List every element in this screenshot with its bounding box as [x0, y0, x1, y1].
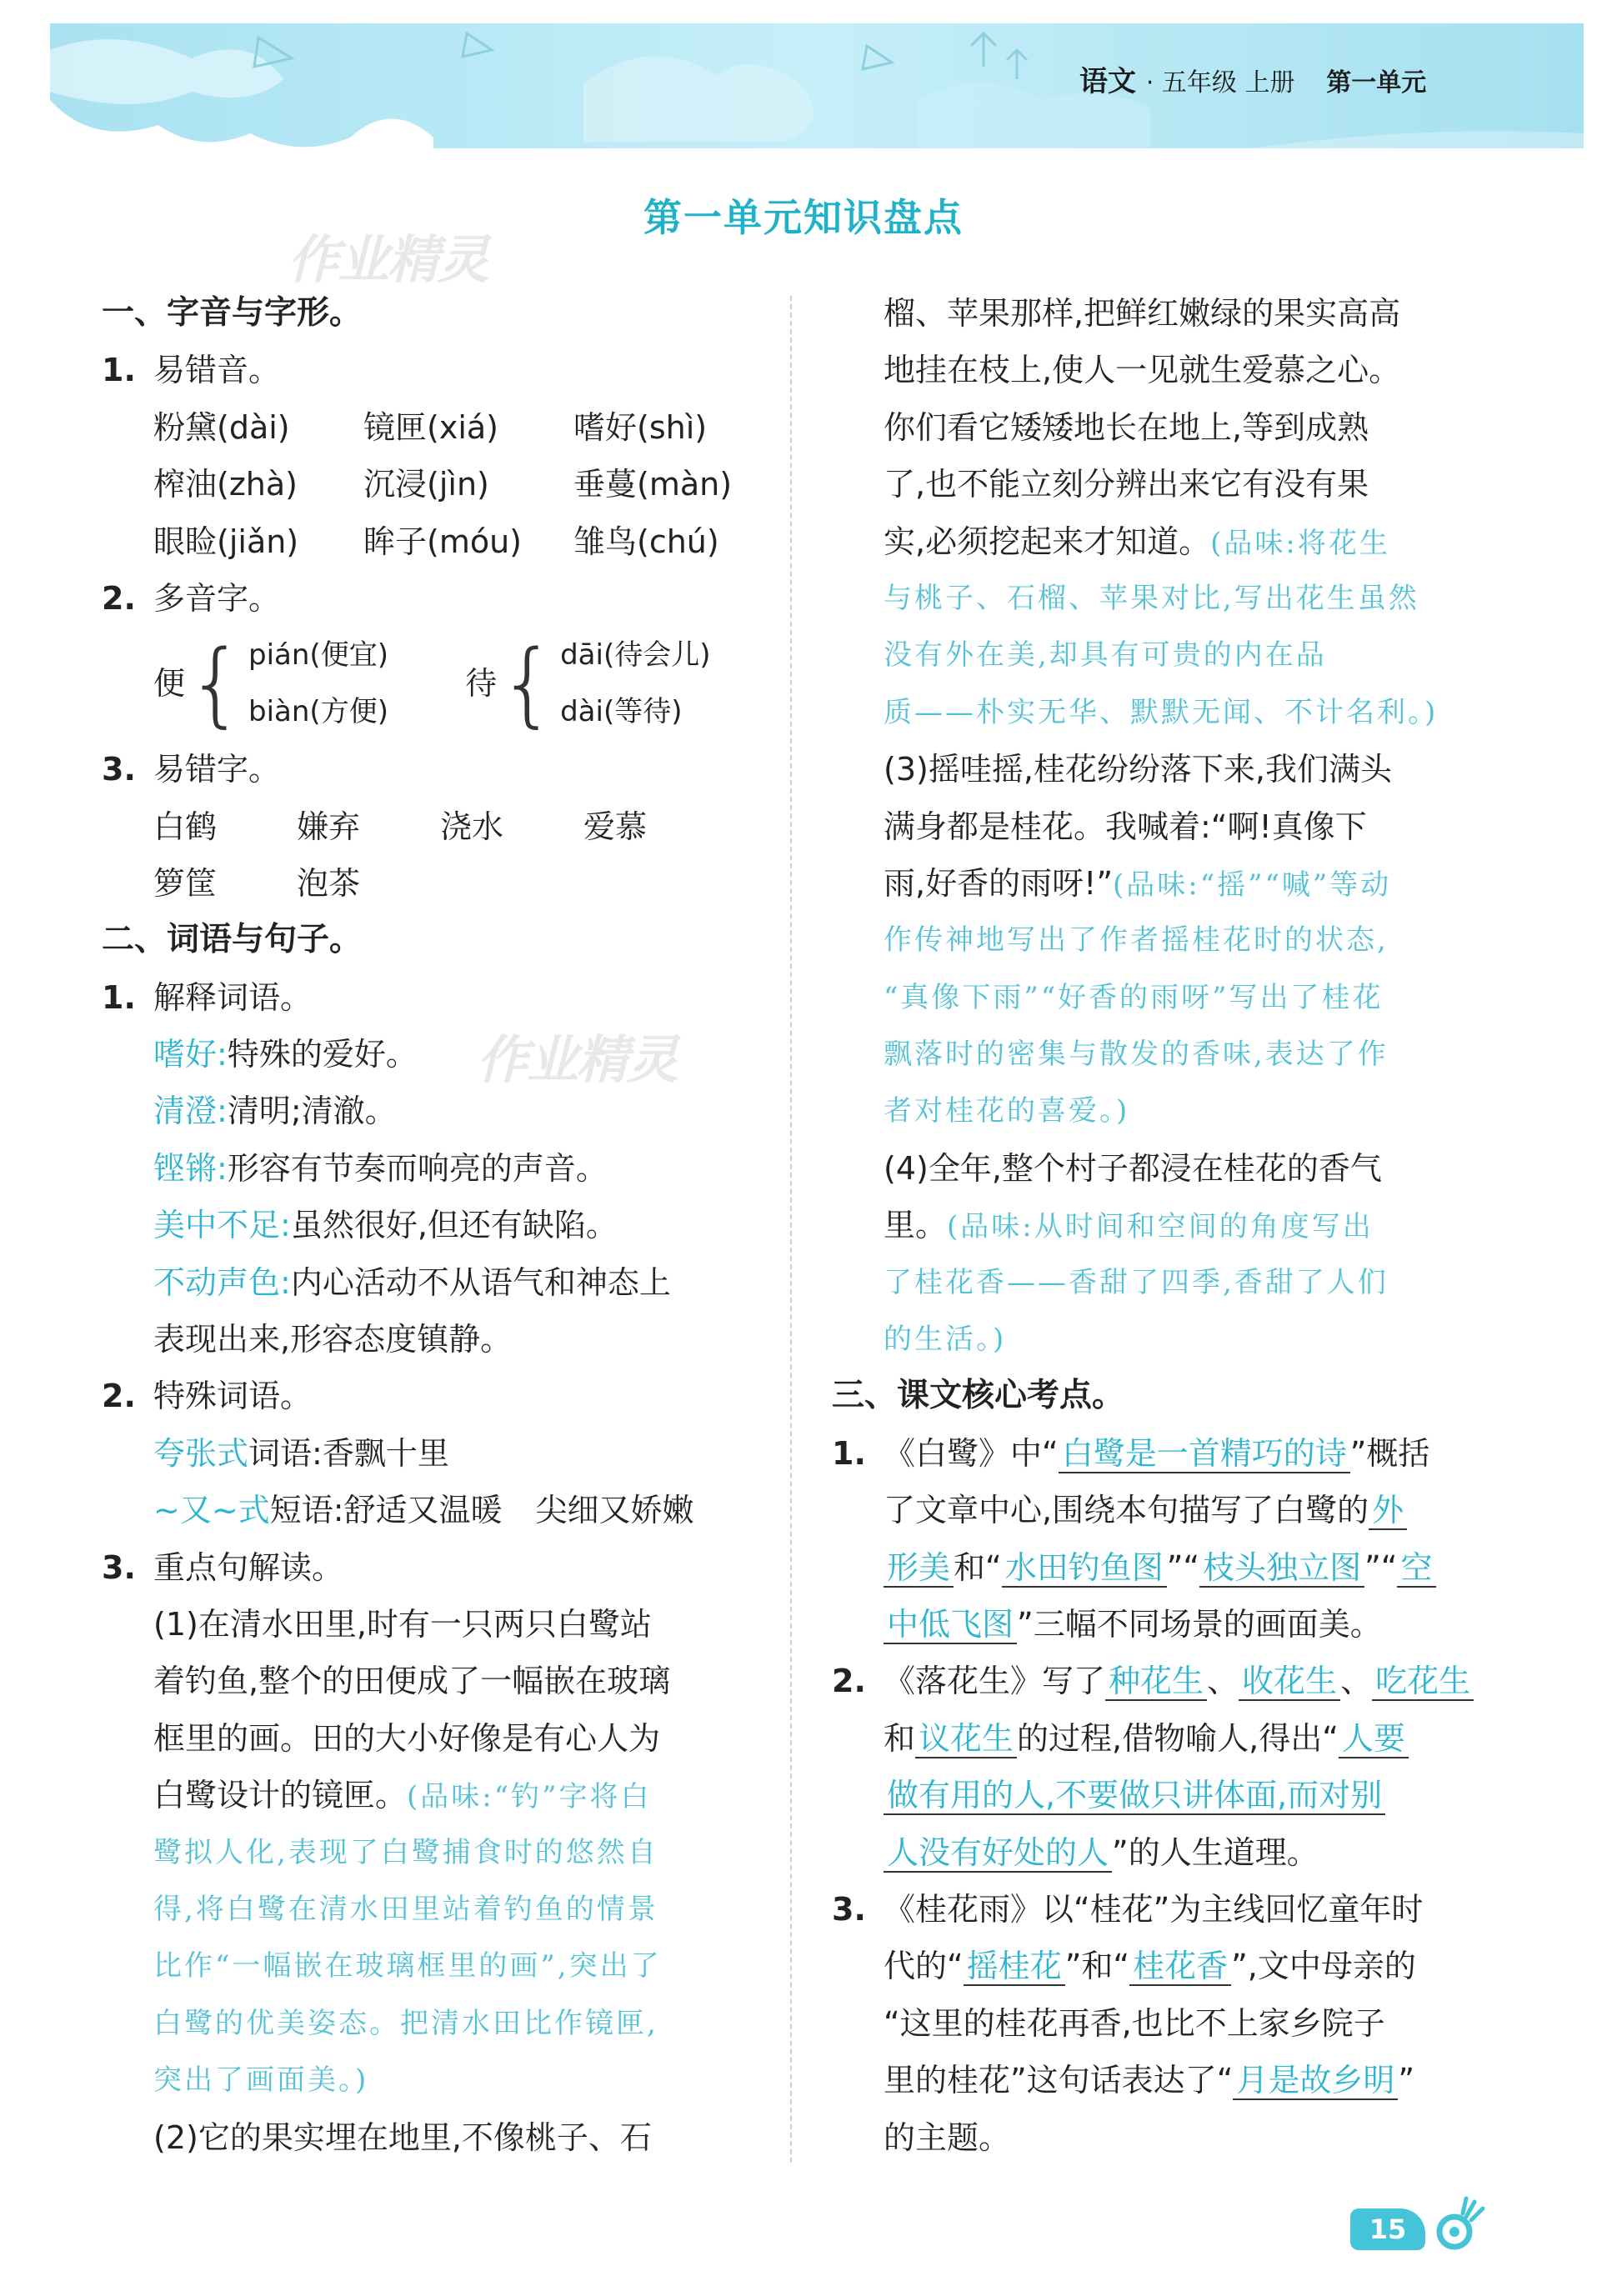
answer-blank: 月是故乡明: [1233, 2062, 1398, 2100]
sentence-line: (4)全年,整个村子都浸在桂花的香气: [884, 1149, 1382, 1187]
watermark: 作业精灵: [477, 1029, 678, 1090]
answer-blank: 形美: [884, 1549, 954, 1588]
analysis-note: 比作“一幅嵌在玻璃框里的画”,突出了: [153, 1949, 662, 1983]
answer-blank: 吃花生: [1372, 1663, 1474, 1701]
analysis-note: 鹭拟人化,表现了白鹭捕食时的悠然自: [153, 1835, 658, 1869]
sentence-line: 着钓鱼,整个的田便成了一幅嵌在玻璃: [153, 1663, 671, 1700]
core-point: 1. 《白鹭》中“ 白鹭是一首精巧的诗 ”概括: [832, 1434, 1430, 1472]
polyphone-item: 待{ dāi(待会儿) dài(等待): [465, 630, 711, 738]
core-point-line: 和 议花生 的过程,借物喻人,得出“ 人要: [832, 1710, 1499, 1767]
answer-blank: 中低飞图: [884, 1606, 1017, 1644]
word-definition: 清澄:清明;清澈。: [153, 1093, 397, 1130]
question-heading: 3. 重点句解读。: [102, 1548, 344, 1586]
sentence-line: 满身都是桂花。我喊着:“啊!真像下: [884, 808, 1367, 845]
page-title: 第一单元知识盘点: [643, 195, 964, 240]
watermark: 作业精灵: [288, 229, 488, 290]
special-word: ~又~式短语:舒适又温暖 尖细又娇嫩: [153, 1492, 694, 1529]
sentence-line: 实,必须挖起来才知道。(品味:将花生: [884, 523, 1390, 560]
sentence-line: 地挂在枝上,使人一见就生爱慕之心。: [884, 352, 1401, 389]
sentence-line: 里。(品味:从时间和空间的角度写出: [884, 1207, 1374, 1244]
sentence-line: 榴、苹果那样,把鲜红嫩绿的果实高高: [884, 295, 1401, 332]
pinyin-row: 粉黛(dài) 镜匣(xiá) 嗜好(shì): [153, 408, 708, 446]
word-definition: 美中不足:虽然很好,但还有缺陷。: [153, 1207, 618, 1244]
analysis-note: 飘落时的密集与散发的香味,表达了作: [884, 1038, 1389, 1072]
core-point-line: 人没有好处的人 ”的人生道理。: [832, 1824, 1499, 1881]
answer-blank: 做有用的人,不要做只讲体面,而对别: [884, 1777, 1385, 1815]
answer-blank: 种花生: [1105, 1663, 1207, 1701]
answer-blank: 人没有好处的人: [884, 1834, 1112, 1873]
page-number: 15: [1350, 2208, 1425, 2250]
sentence-line: (1)在清水田里,时有一只两只白鹭站: [153, 1606, 652, 1643]
sentence-line: 了,也不能立刻分辨出来它有没有果: [884, 466, 1369, 503]
analysis-note: 的生活。): [884, 1323, 1007, 1357]
page-header: [0, 0, 1607, 154]
answer-blank: 议花生: [915, 1720, 1017, 1758]
analysis-note: 质——朴实无华、默默无闻、不计名利。): [884, 695, 1439, 729]
analysis-note: 得,将白鹭在清水田里站着钓鱼的情景: [153, 1892, 658, 1926]
swirl-icon: [1429, 2192, 1488, 2258]
analysis-note: 了桂花香——香甜了四季,香甜了人们: [884, 1265, 1389, 1299]
question-heading: 2. 多音字。: [102, 579, 281, 617]
core-point-line: “这里的桂花再香,也比不上家乡院子: [884, 2004, 1385, 2042]
core-point: 2. 《落花生》写了 种花生 、 收花生 、 吃花生: [832, 1653, 1499, 1709]
core-point-line: 里的桂花”这句话表达了“ 月是故乡明 ”: [884, 2062, 1415, 2099]
special-word: 夸张式词语:香飘十里: [153, 1434, 449, 1472]
answer-blank: 人要: [1339, 1720, 1409, 1758]
right-column: [832, 285, 1499, 2166]
section-heading: 三、课文核心考点。: [832, 1377, 1125, 1415]
question-heading: 2. 特殊词语。: [102, 1378, 313, 1415]
column-divider: [790, 296, 792, 2163]
core-point-line: [832, 1767, 1499, 1823]
analysis-note: 没有外在美,却具有可贵的内在品: [884, 638, 1327, 673]
analysis-note: 作传神地写出了作者摇桂花时的状态,: [884, 923, 1389, 958]
core-point-line: 代的“ 摇桂花 ”和“ 桂花香 ”,文中母亲的: [884, 1948, 1416, 1985]
analysis-note: 突出了画面美。): [153, 2063, 369, 2098]
sentence-line: 白鹭设计的镜匣。(品味:“钓”字将白: [153, 1777, 652, 1814]
answer-blank: 外: [1369, 1492, 1407, 1530]
char-row: 白鹤 嫌弃 浇水 爱慕: [153, 808, 648, 845]
core-point-line: 的主题。: [884, 2118, 1011, 2156]
section-heading: 一、字音与字形。: [102, 294, 363, 332]
grade-label: · 五年级 上册: [1145, 68, 1295, 98]
analysis-note: 者对桂花的喜爱。): [884, 1094, 1130, 1128]
answer-blank: 白鹭是一首精巧的诗: [1059, 1435, 1350, 1473]
question-heading: 3. 易错字。: [102, 751, 281, 788]
definition-continuation: 表现出来,形容态度镇静。: [153, 1321, 513, 1358]
sentence-line: 你们看它矮矮地长在地上,等到成熟: [884, 408, 1369, 446]
polyphone-block: [102, 627, 768, 741]
core-point-line: 中低飞图 ”三幅不同场景的画面美。: [832, 1596, 1499, 1653]
core-point-line: 形美 和“ 水田钓鱼图 ”“ 枝头独立图 ”“ 空: [832, 1539, 1499, 1596]
left-column: [102, 285, 768, 2166]
core-point: 3. 《桂花雨》以“桂花”为主线回忆童年时: [832, 1890, 1424, 1928]
polyphone-item: 便{ pián(便宜) biàn(方便): [153, 630, 388, 738]
pinyin-row: 眼睑(jiǎn) 眸子(móu) 雏鸟(chú): [153, 523, 719, 560]
section-heading: 二、词语与句子。: [102, 921, 363, 959]
analysis-note: 与桃子、石榴、苹果对比,写出花生虽然: [884, 581, 1419, 615]
word-definition: 不动声色:内心活动不从语气和神态上: [153, 1263, 671, 1301]
core-point-line: 了文章中心,围绕本句描写了白鹭的 外: [832, 1482, 1499, 1538]
subject-name: 语文: [1079, 65, 1136, 98]
answer-blank: 枝头独立图: [1199, 1549, 1364, 1588]
char-row: 箩筐 泡茶: [153, 864, 361, 902]
pinyin-row: 榨油(zhà) 沉浸(jìn) 垂蔓(màn): [153, 466, 733, 503]
sentence-line: 框里的画。田的大小好像是有心人为: [153, 1719, 661, 1757]
analysis-note: “真像下雨”“好香的雨呀”写出了桂花: [884, 980, 1384, 1014]
sentence-line: (3)摇哇摇,桂花纷纷落下来,我们满头: [884, 751, 1392, 788]
word-definition: 铿锵:形容有节奏而响亮的声音。: [153, 1149, 608, 1187]
answer-blank: 摇桂花: [964, 1948, 1065, 1986]
answer-blank: 空: [1397, 1549, 1435, 1588]
question-heading: 1. 解释词语。: [102, 978, 313, 1016]
unit-label: 第一单元: [1326, 68, 1427, 98]
answer-blank: 水田钓鱼图: [1002, 1549, 1167, 1588]
brace-icon: {: [187, 630, 246, 738]
brace-icon: {: [498, 630, 558, 738]
subject-label: [1079, 58, 1426, 99]
analysis-note: 白鹭的优美姿态。把清水田比作镜匣,: [153, 2006, 658, 2040]
question-heading: 1. 易错音。: [102, 352, 281, 389]
answer-blank: 收花生: [1239, 1663, 1340, 1701]
sentence-line: (2)它的果实埋在地里,不像桃子、石: [153, 2118, 652, 2156]
answer-blank: 桂花香: [1129, 1948, 1231, 1986]
sentence-line: 雨,好香的雨呀!”(品味:“摇”“喊”等动: [884, 864, 1392, 902]
word-definition: 嗜好:特殊的爱好。: [153, 1036, 418, 1073]
